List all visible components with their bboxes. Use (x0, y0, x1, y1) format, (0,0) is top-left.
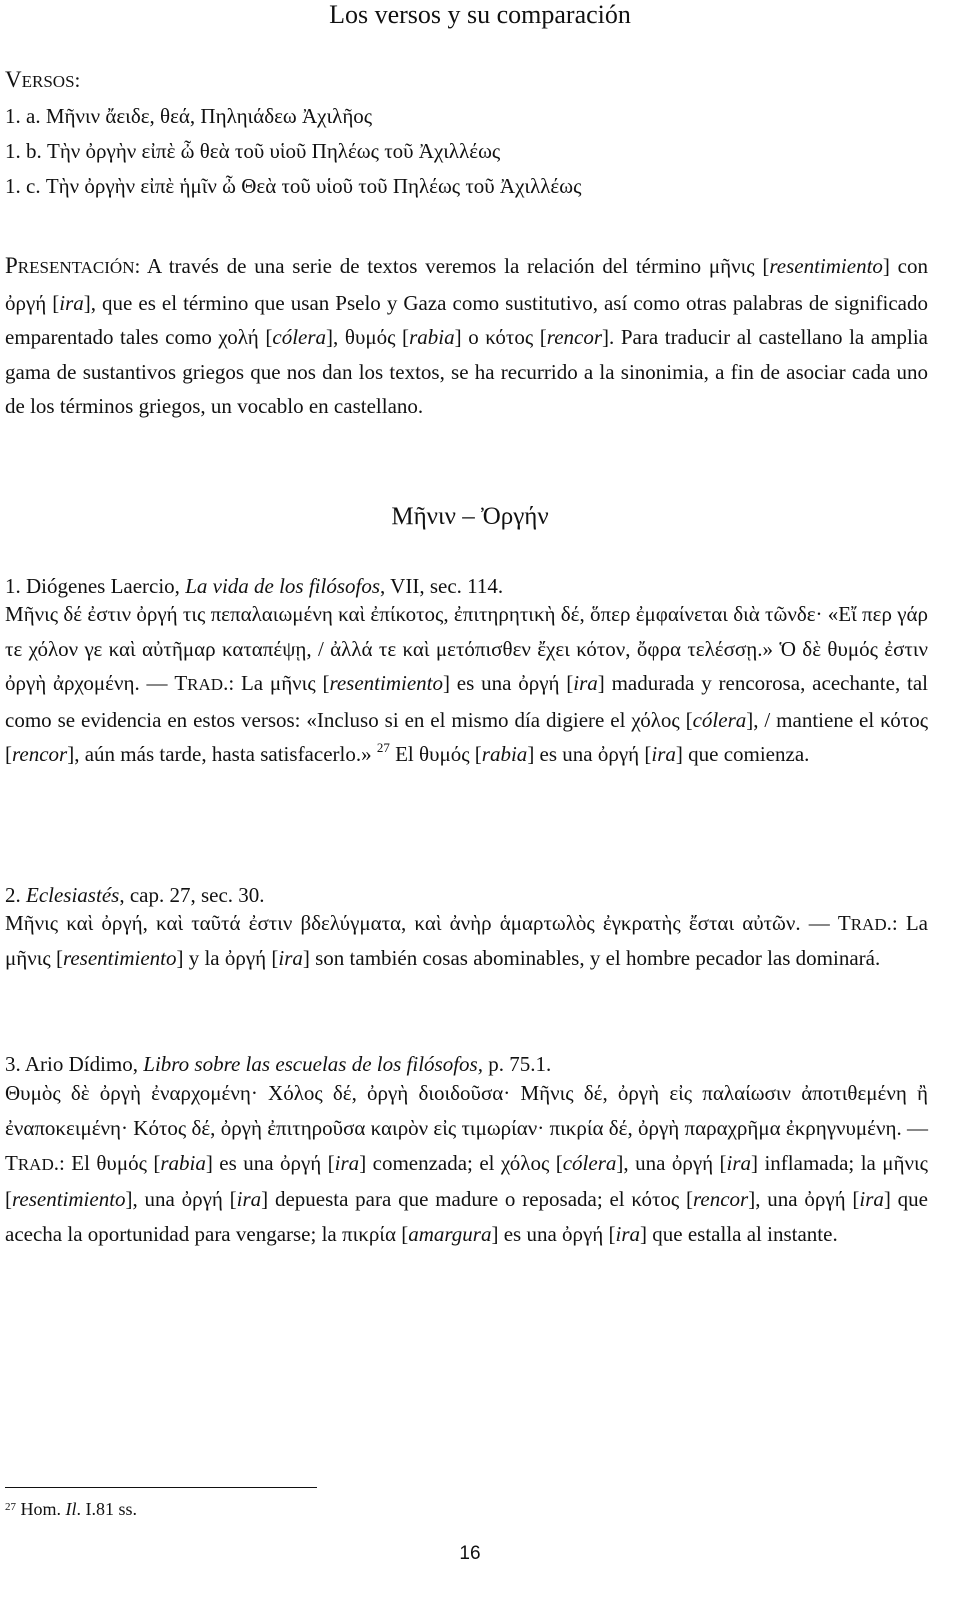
verse-1a: 1. a. Μῆνιν ἄειδε, θεά, Πηληιάδεω Ἀχιλῆος (5, 104, 373, 128)
footnote-separator (5, 1487, 317, 1488)
entry-3-heading: 3. Ario Dídimo, Libro sobre las escuelas de los filósofos, p. 75.1. (5, 1052, 552, 1076)
verse-1b: 1. b. Τὴν ὀργὴν εἰπὲ ὦ θεὰ τοῦ υἱοῦ Πηλέως τοῦ Ἀχιλλέως (5, 139, 501, 163)
verses-label: VERSOS: (5, 67, 81, 92)
entry-2-body: Μῆνις καὶ ὀργή, καὶ ταῦτά ἐστιν βδελύγματα, καὶ ἀνὴρ ἁμαρτωλὸς ἐγκρατὴς ἔσται αὐτῶν. — TRAD.: La μῆνις [resentimiento] y la ὀργή [ira] son también cosas abominables, y el hombre pecador las dominará. (5, 911, 928, 970)
section-heading: Μῆνιν – Ὀργήν (391, 503, 549, 530)
entry-2-heading: 2. Eclesiastés, cap. 27, sec. 30. (5, 883, 265, 907)
presentation-paragraph: PRESENTACIÓN: A través de una serie de textos veremos la relación del término μῆνις [resentimiento] con ὀργή [ira], que es el término que usan Pselo y Gaza como sustitutivo, así como otras palabras de significado emparentado tales como χολή [cólera], θυμός [rabia] o κότος [rencor]. Para traducir al castellano la amplia gama de sustantivos griegos que nos dan los textos, se ha recurrido a la sinonimia, a fin de asociar cada uno de los términos griegos, un vocablo en castellano. (5, 253, 928, 419)
entry-1-heading: 1. Diógenes Laercio, La vida de los filósofos, VII, sec. 114. (5, 574, 504, 598)
entry-3-body: Θυμὸς δὲ ὀργὴ ἐναρχομένη· Χόλος δέ, ὀργὴ διοιδοῦσα· Μῆνις δέ, ὀργὴ εἰς παλαίωσιν ἀποτιθεμένη ἢ ἐναποκειμένη· Κότος δέ, ὀργὴ ἐπιτηροῦσα καιρὸν εἰς τιμωρίαν· πικρία δέ, ὀργὴ παραχρῆμα ἐκρηγνυμένη. — TRAD.: El θυμός [rabia] es una ὀργή [ira] comenzada; el χόλος [cólera], una ὀργή [ira] inflamada; la μῆνις [resentimiento], una ὀργή [ira] depuesta para que madure o reposada; el κότος [rencor], una ὀργή [ira] que acecha la oportunidad para vengarse; la πικρία [amargura] es una ὀργή [ira] que estalla al instante. (5, 1081, 928, 1247)
entry-1-body: Μῆνις δέ ἐστιν ὀργή τις πεπαλαιωμένη καὶ ἐπίκοτος, ἐπιτηρητικὴ δέ, ὅπερ ἐμφαίνεται διὰ τῶνδε· «Εἴ περ γάρ τε χόλον γε καὶ αὐτῆμαρ καταπέψῃ, / ἀλλά τε καὶ μετόπισθεν ἔχει κότον, ὄφρα τελέσσῃ.» Ὁ δὲ θυμός ἐστιν ὀργὴ ἀρχομένη. — TRAD.: La μῆνις [resentimiento] es una ὀργή [ira] madurada y rencorosa, acechante, tal como se evidencia en estos versos: «Incluso si en el mismo día digiere el χόλος [cólera], / mantiene el κότος [rencor], aún más tarde, hasta satisfacerlo.» $^{27}$ El θυμός [rabia] es una ὀργή [ira] que comienza. (5, 602, 929, 767)
footnote-27: $^{27}$ Hom. Il. I.81 ss. (5, 1499, 138, 1519)
footnote-ref-27[interactable]: 27 (376, 740, 390, 756)
page-title: Los versos y su comparación (329, 0, 631, 29)
page-number: 16 (459, 1543, 481, 1564)
verse-1c: 1. c. Τὴν ὀργὴν εἰπὲ ἡμῖν ὦ Θεὰ τοῦ υἱοῦ τοῦ Πηλέως τοῦ Ἀχιλλέως (5, 174, 582, 198)
